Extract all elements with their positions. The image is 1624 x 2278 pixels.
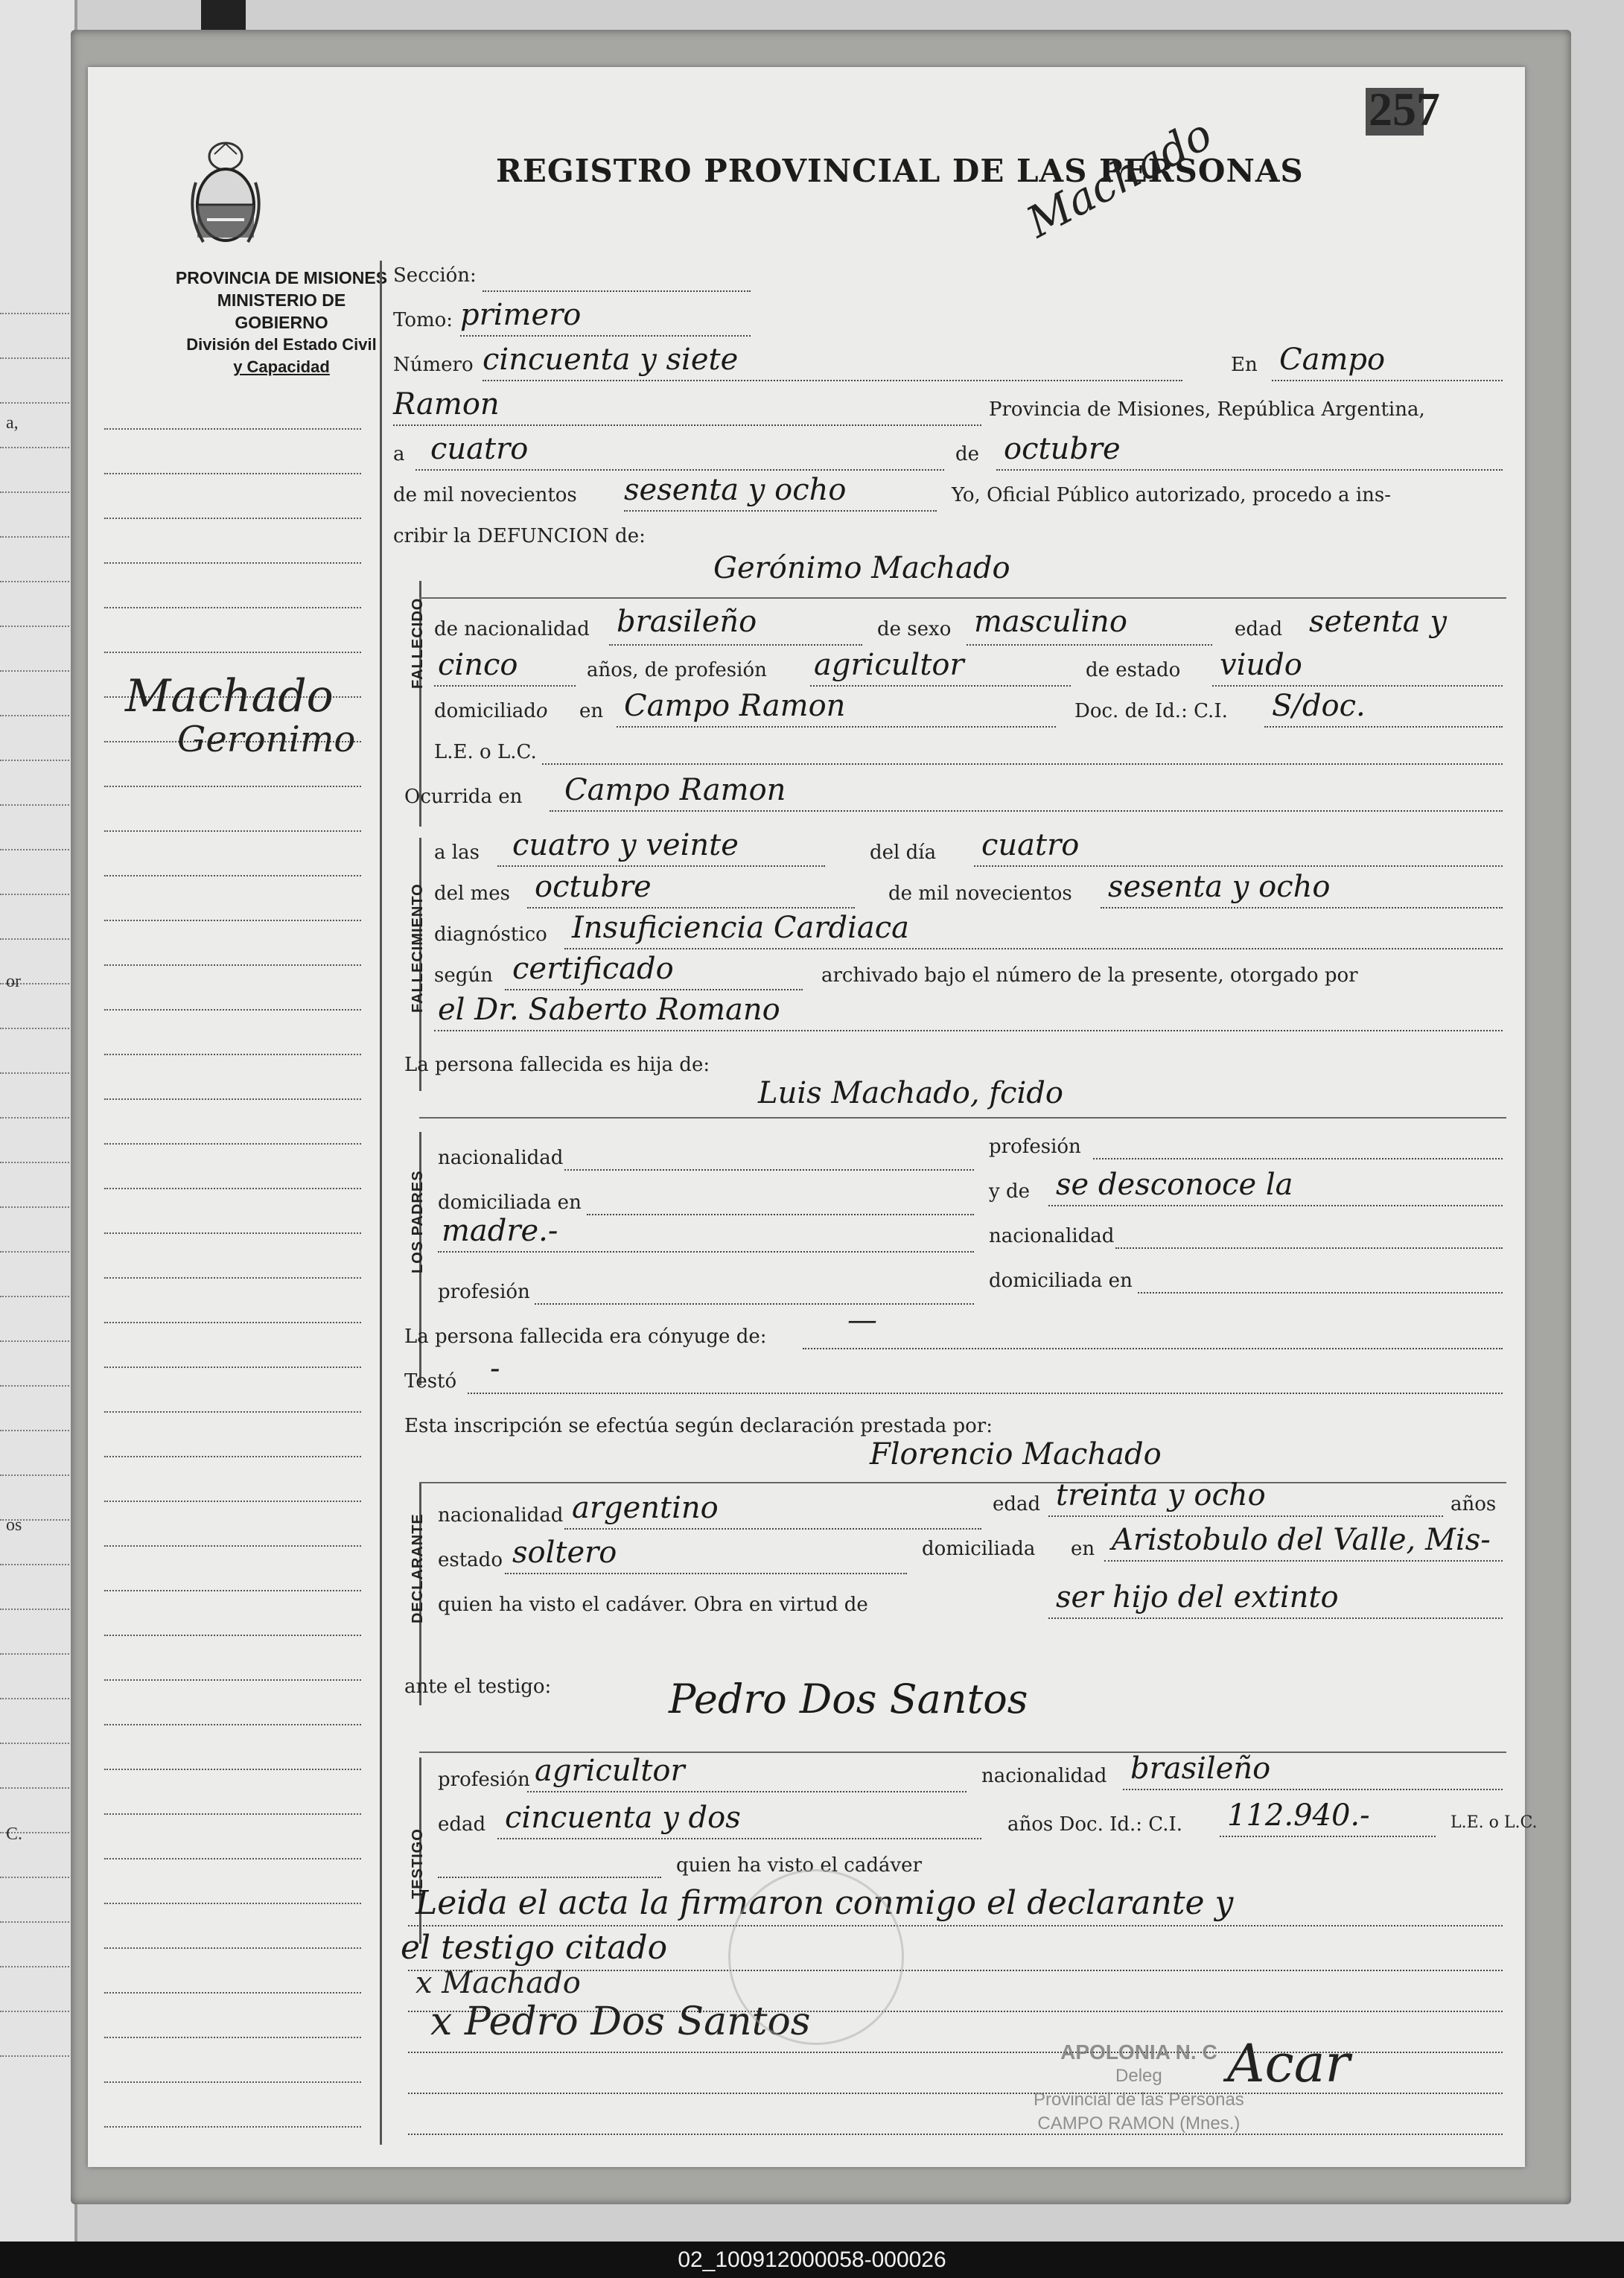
firma-declarante: x Machado [415,1966,581,2000]
oficial-label: Yo, Oficial Público autorizado, procedo a ins- [952,484,1392,506]
fallecimiento-mes: octubre [535,870,652,904]
declarante-anos-label: años [1451,1493,1497,1515]
declarante-nacionalidad: argentino [572,1491,719,1525]
diagnostico-value: Insuficiencia Cardiaca [572,911,909,945]
header-signature: Machado [1018,108,1220,248]
image-id-footer: 02_100912000058-000026 [0,2242,1624,2278]
edad-value: setenta y [1309,605,1447,639]
declarante-section-label: DECLARANTE [410,1513,426,1623]
declarante-nacionalidad-label: nacionalidad [438,1504,564,1527]
testigo-nombre: Pedro Dos Santos [669,1676,1028,1722]
cadaver-label: quien ha visto el cadáver. Obra en virtud de [438,1594,868,1616]
testigo-cadaver-label: quien ha visto el cadáver [676,1854,923,1877]
official-stamp: APOLONIA N. C Deleg Provincial de las Personas CAMPO RAMON (Mnes.) [1034,2040,1244,2134]
de-mil-label: de mil novecientos [393,484,577,506]
issuing-authority: PROVINCIA DE MISIONES MINISTERIO DE GOBIERNO División del Estado Civil y Capacidad [175,268,388,376]
inscribir-label: cribir la DEFUNCION de: [393,525,646,547]
le-label: L.E. o L.C. [434,741,537,763]
declarante-domicilio: Aristobulo del Valle, Mis- [1112,1523,1491,1557]
virtud-value: ser hijo del extinto [1056,1580,1339,1614]
argentine-coat-of-arms-icon [185,138,267,249]
testigo-profesion: agricultor [535,1754,685,1788]
declarante-estado-label: estado [438,1549,503,1571]
testigo-doc-label: años Doc. Id.: C.I. [1007,1813,1183,1836]
testigo-nacionalidad: brasileño [1130,1752,1271,1786]
domiciliado-label: domiciliado [434,700,548,722]
padre-profesion-label: profesión [989,1136,1081,1158]
testigo-section-label: TESTIGO [410,1828,426,1899]
declarante-edad-label: edad [993,1493,1041,1515]
page-number: 257 [1369,82,1440,137]
padres-section-label: LOS PADRES [410,1170,426,1273]
declarante-nombre: Florencio Machado [870,1437,1162,1472]
en-value: Campo [1279,343,1386,377]
madre-nacionalidad-label: nacionalidad [989,1225,1115,1247]
fallecimiento-anio: sesenta y ocho [1108,870,1331,904]
a-label: a [393,443,405,465]
ocurrida-value: Campo Ramon [564,773,786,807]
madre-domicilio-label: domiciliada en [989,1270,1133,1292]
conyuge-label: La persona fallecida era cónyuge de: [404,1326,767,1348]
profesion-value: agricultor [814,648,964,682]
profesion-label: años, de profesión [587,659,767,681]
left-fragment: or [6,972,21,991]
fallecido-nombre: Gerónimo Machado [713,551,1010,585]
padre-domicilio-label: domiciliada en [438,1192,582,1214]
fallecido-section-label: FALLECIDO [410,597,426,689]
en-label: En [1231,354,1258,376]
declarante-estado: soltero [512,1536,617,1570]
numero-value: cincuenta y siete [483,343,739,377]
y-de-label: y de [989,1180,1030,1203]
madre-profesion-label: profesión [438,1281,530,1303]
left-fragment: a, [6,413,19,433]
sexo-value: masculino [974,605,1127,639]
cierre-line2: el testigo citado [401,1929,668,1967]
fallecido-nacionalidad-label: de nacionalidad [434,618,590,640]
a-las-label: a las [434,841,480,864]
declarante-edad: treinta y ocho [1056,1478,1266,1512]
fallecimiento-section-label: FALLECIMIENTO [410,883,426,1013]
register-page [88,67,1538,2167]
hora-value: cuatro y veinte [512,828,739,862]
declarante-en-label: en [1071,1538,1095,1560]
medico-value: el Dr. Saberto Romano [438,993,780,1027]
testigo-nacionalidad-label: nacionalidad [981,1765,1107,1787]
archivado-label: archivado bajo el número de la presente, otorgado por [821,964,1358,987]
padre-nacionalidad-label: nacionalidad [438,1147,564,1169]
numero-label: Número [393,354,474,376]
testigo-le-label: L.E. o L.C. [1451,1813,1538,1832]
mes-value: octubre [1004,432,1121,466]
testigo-edad: cincuenta y dos [505,1801,741,1835]
padre-value: Luis Machado, fcido [758,1076,1063,1110]
testigo-edad-label: edad [438,1813,486,1836]
tomo-label: Tomo: [393,309,453,331]
fallecido-nacionalidad: brasileño [617,605,757,639]
tomo-value: primero [460,298,582,332]
madre-value-cont: madre.- [442,1214,558,1248]
sexo-label: de sexo [877,618,952,640]
testigo-doc: 112.940.- [1227,1798,1370,1833]
domicilio-value: Campo Ramon [624,689,846,723]
firma-testigo: x Pedro Dos Santos [430,1999,811,2044]
left-fragment: os [6,1515,22,1535]
madre-value: se desconoce la [1056,1168,1293,1202]
declaracion-label: Esta inscripción se efectúa según declaración prestada por: [404,1415,993,1437]
del-dia-label: del día [870,841,937,864]
declarante-domicilio-label: domiciliada [922,1538,1036,1560]
provincia-label: Provincia de Misiones, República Argentina, [989,398,1425,421]
estado-label: de estado [1086,659,1181,681]
round-seal [728,1869,904,2045]
seccion-label: Sección: [393,264,477,287]
testigo-profesion-label: profesión [438,1769,530,1791]
firma-oficial: Acar [1227,2033,1350,2094]
domicilio-en-label: en [579,700,604,722]
adjacent-page [0,0,77,2242]
ante-testigo-label: ante el testigo: [404,1676,552,1698]
fallecimiento-dia: cuatro [981,828,1080,862]
cierre-line1: Leida el acta la firmaron conmigo el declarante y [415,1884,1234,1922]
dia-value: cuatro [430,432,529,466]
doc-value: S/doc. [1272,689,1366,723]
margin-surname: Machado [125,670,334,722]
ocurrida-label: Ocurrida en [404,786,523,808]
left-fragment: C. [6,1824,23,1844]
edad-value-cont: cinco [438,648,518,682]
fallecimiento-de-mil-label: de mil novecientos [888,882,1072,905]
margin-given-name: Geronimo [177,719,356,760]
testo-label: Testó [404,1370,457,1393]
estado-value: viudo [1220,648,1302,682]
segun-label: según [434,964,493,987]
testo-value: - [490,1352,500,1386]
segun-value: certificado [512,952,674,986]
lugar-value: Ramon [393,387,500,421]
page-title: REGISTRO PROVINCIAL DE LAS PERSONAS [496,153,1304,189]
conyuge-value: — [847,1303,877,1337]
edad-label: edad [1235,618,1283,640]
hija-label: La persona fallecida es hija de: [404,1054,710,1076]
diagnostico-label: diagnóstico [434,923,547,946]
de-label: de [955,443,980,465]
anio-value: sesenta y ocho [624,473,847,507]
del-mes-label: del mes [434,882,510,905]
doc-label: Doc. de Id.: C.I. [1074,700,1228,722]
